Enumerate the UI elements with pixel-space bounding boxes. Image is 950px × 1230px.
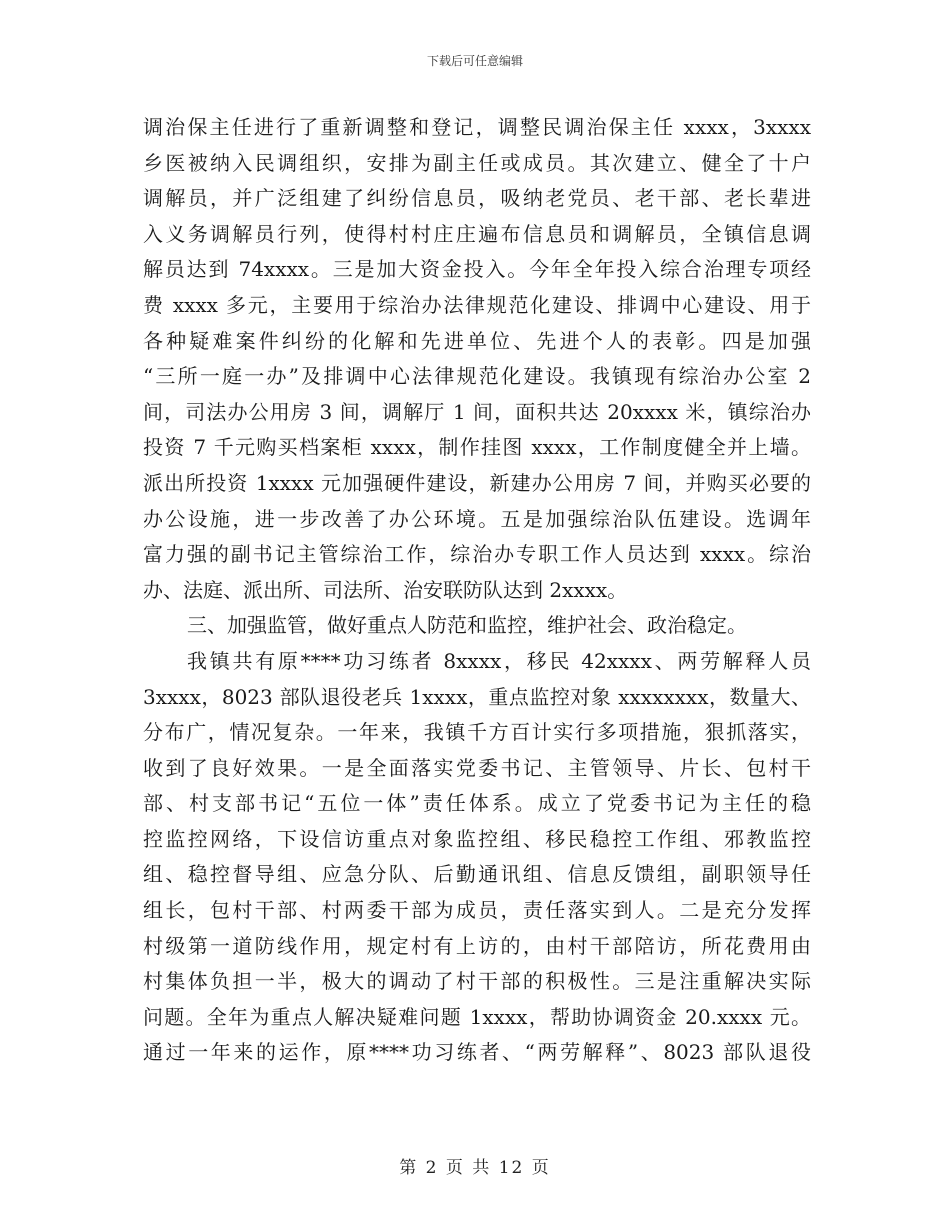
text-line: 问题。全年为重点人解决疑难问题 1xxxx，帮助协调资金 20.xxxx 元。: [143, 1004, 811, 1029]
page-header: 下载后可任意编辑: [426, 54, 523, 68]
document-body: [143, 110, 811, 1071]
text-line: 办、法庭、派出所、司法所、治安联防队达到 2xxxx。: [143, 577, 628, 602]
text-line: 通过一年来的运作，原****功习练者、“两劳解释”、8023 部队退役: [143, 1040, 811, 1065]
text-line: 办公设施，进一步改善了办公环境。五是加强综治队伍建设。选调年: [143, 506, 811, 531]
text-line: 调解员，并广泛组建了纠纷信息员，吸纳老党员、老干部、老长辈进: [143, 186, 811, 211]
text-line: 富力强的副书记主管综治工作，综治办专职工作人员达到 xxxx。综治: [143, 542, 811, 567]
text-line: 分布广，情况复杂。一年来，我镇千方百计实行多项措施，狠抓落实，: [143, 720, 811, 745]
text-line: 间，司法办公用房 3 间，调解厅 1 间，面积共达 20xxxx 米，镇综治办: [143, 399, 811, 424]
text-line: 解员达到 74xxxx。三是加大资金投入。今年全年投入综合治理专项经: [143, 257, 811, 282]
text-line: 收到了良好效果。一是全面落实党委书记、主管领导、片长、包村干: [143, 755, 811, 780]
text-line: 组、稳控督导组、应急分队、后勤通讯组、信息反馈组，副职领导任: [143, 862, 811, 887]
page-number-footer: 第 2 页 共 12 页: [399, 1158, 551, 1178]
text-line: 部、村支部书记“五位一体”责任体系。成立了党委书记为主任的稳: [143, 791, 811, 816]
text-line: 村级第一道防线作用，规定村有上访的，由村干部陪访，所花费用由: [143, 933, 811, 958]
text-line: 乡医被纳入民调组织，安排为副主任或成员。其次建立、健全了十户: [143, 150, 811, 175]
text-line: 组长，包村干部、村两委干部为成员，责任落实到人。二是充分发挥: [143, 898, 811, 923]
text-line: 入义务调解员行列，使得村村庄庄遍布信息员和调解员，全镇信息调: [143, 221, 811, 246]
text-line: 费 xxxx 多元，主要用于综治办法律规范化建设、排调中心建设、用于: [143, 292, 811, 317]
text-line: 调治保主任进行了重新调整和登记，调整民调治保主任 xxxx，3xxxx: [143, 115, 811, 139]
text-line: 村集体负担一半，极大的调动了村干部的积极性。三是注重解决实际: [143, 969, 811, 994]
text-line: 各种疑难案件纠纷的化解和先进单位、先进个人的表彰。四是加强: [143, 328, 811, 353]
text-line: 投资 7 千元购买档案柜 xxxx，制作挂图 xxxx，工作制度健全并上墙。: [143, 435, 811, 460]
text-line: 3xxxx，8023 部队退役老兵 1xxxx，重点监控对象 xxxxxxxx，数量大、: [143, 684, 811, 709]
text-line: 派出所投资 1xxxx 元加强硬件建设，新建办公用房 7 间，并购买必要的: [143, 470, 811, 495]
text-line: 控监控网络，下设信访重点对象监控组、移民稳控工作组、邪教监控: [143, 826, 811, 851]
text-line: 我镇共有原****功习练者 8xxxx，移民 42xxxx、两劳解释人员: [187, 648, 811, 673]
section-heading: 三、加强监管，做好重点人防范和监控，维护社会、政治稳定。: [187, 613, 747, 638]
text-line: “三所一庭一办”及排调中心法律规范化建设。我镇现有综治办公室 2: [143, 364, 811, 389]
